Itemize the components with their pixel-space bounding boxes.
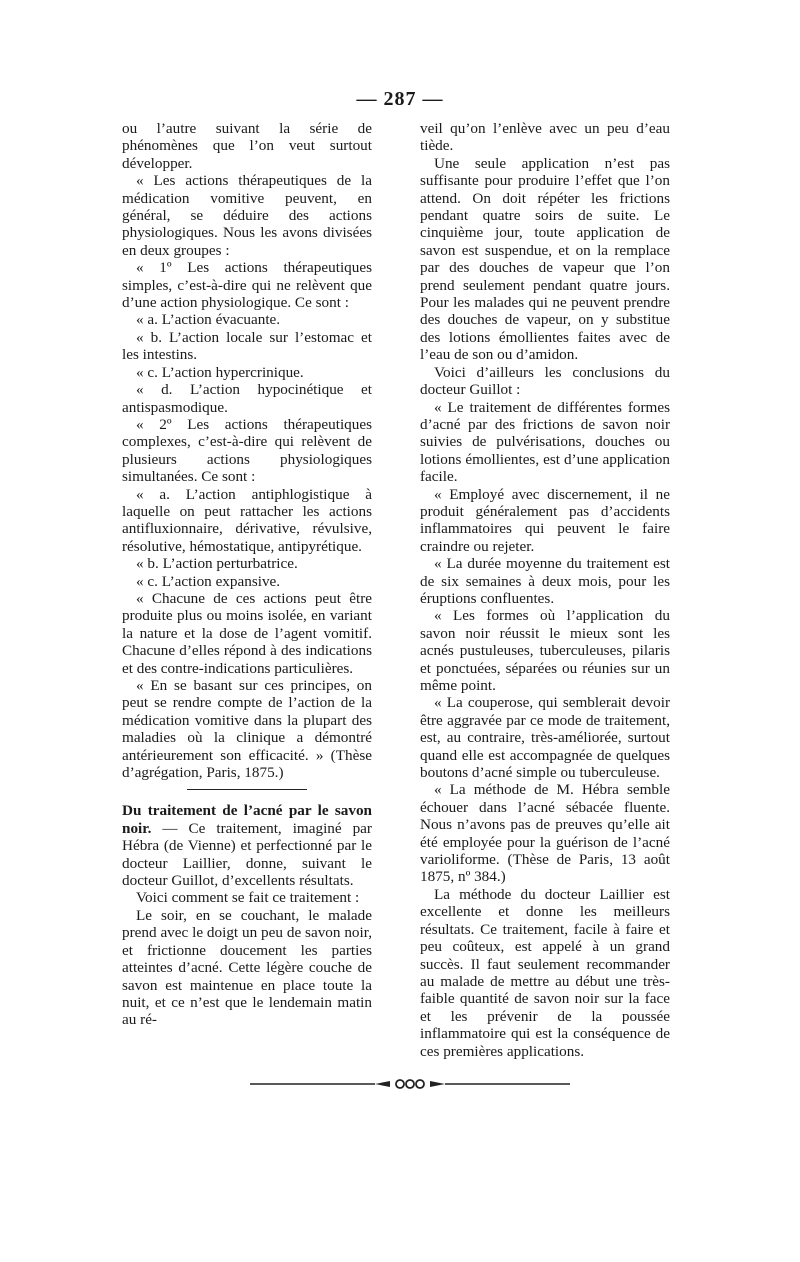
paragraph: « c. L’action expansive. [136,572,281,590]
paragraph: Une seule application n’est pas suffisante pour produire l’effet que l’on attend. On doit répéter les frictions pendant quatre soirs de suite. Le cinquième jour, toute application de savon est suspendue, et on la remplace par des douches de vapeur que l’on prend seulement pendant quatre jours. Pour les malades qui ne peuvent prendre des douches de vapeur, on y substitue des lotions émollientes faites avec de l’eau de son ou d’amidon. [420,154,670,364]
paragraph: « a. L’action antiphlogistique à laquelle on peut rattacher les actions antifluxionnaire, dérivative, révulsive, résolutive, hémostatique, antipyrétique. [122,485,372,555]
paragraph: « En se basant sur ces principes, on peut se rendre compte de l’action de la médication vomitive dans la plupart des maladies où la clinique a démontré antérieurement son efficacité. » (Thèse d’agrégation, Paris, 1875.) [122,677,372,782]
paragraph: « La couperose, qui semblerait devoir être aggravée par ce mode de traitement, est, au contraire, très-améliorée, surtout quand elle est accompagnée de quelques boutons d’acné simple ou tuberculeuse. [420,694,670,782]
paragraph: Voici d’ailleurs les conclusions du docteur Guillot : [420,363,670,399]
section-separator [187,789,307,790]
paragraph: La méthode du docteur Laillier est excellente et donne les meilleurs résultats. Ce traitement, facile à faire et peu coûteux, est appelé à un grand succès. Il faut seulement recommander au malade de mettre au début une très-faible quantité de savon noir sur la face et les prévenir de la poussée inflammatoire qui est la conséquence de ces premières applications. [420,885,670,1060]
paragraph: « b. L’action locale sur l’estomac et les intestins. [122,328,372,364]
section-text: — Ce traitement, imaginé par Hébra (de Vienne) et perfectionné par le docteur Laillier, donne, suivant le docteur Guillot, d’excellents résultats. [122,819,372,890]
right-column [420,120,670,1060]
paragraph: ou l’autre suivant la série de phénomènes que l’on veut surtout développer. [122,120,372,172]
paragraph: veil qu’on l’enlève avec un peu d’eau tiède. [420,120,670,155]
paragraph: « c. L’action hypercrinique. [136,363,304,381]
paragraph: « 1º Les actions thérapeutiques simples, c’est-à-dire qui ne relèvent que d’une action physiologique. Ce sont : [122,259,372,312]
page-number: — 287 — [356,88,444,110]
section-heading: Du traitement de l’acné par le savon noir. [122,802,372,837]
section-paragraph [122,802,372,889]
paragraph: « Le traitement de différentes formes d’acné par des frictions de savon noir suivies de pulvérisations, douches ou lotions émollientes, est d’une application facile. [420,398,670,486]
paragraph: « Les actions thérapeutiques de la médication vomitive peuvent, en général, se déduire des actions physiologiques. Nous les avons divisées en deux groupes : [122,172,372,259]
paragraph: « Les formes où l’application du savon noir réussit le mieux sont les acnés pustuleuses, tuberculeuses, pilaris et ponctuées, séparées ou réunies sur un même point. [420,607,670,694]
paragraph: « La méthode de M. Hébra semble échouer dans l’acné sébacée fluente. Nous n’avons pas de preuves qu’elle ait été employée pour la guérison de l’acné varioliforme. (Thèse de Paris, 13 août 1875, nº 384.) [420,781,670,886]
paragraph: Le soir, en se couchant, le malade prend avec le doigt un peu de savon noir, et frictionne doucement les parties atteintes d’acné. Cette légère couche de savon est maintenue en place toute la nuit, et ce n’est que le lendemain matin au ré- [122,906,372,1029]
end-ornament [250,1078,570,1090]
paragraph: « Employé avec discernement, il ne produit généralement pas d’accidents inflammatoires qui peuvent le faire craindre ou rejeter. [420,485,670,555]
paragraph: Voici comment se fait ce traitement : [136,889,360,907]
left-column [122,120,372,1029]
paragraph: « La durée moyenne du traitement est de six semaines à deux mois, pour les éruptions confluentes. [420,555,670,607]
paragraph: « b. L’action perturbatrice. [136,555,298,573]
paragraph: « d. L’action hypocinétique et antispasmodique. [122,381,372,416]
paragraph: « Chacune de ces actions peut être produite plus ou moins isolée, en variant la nature et la dose de l’agent vomitif. Chacune d’elles répond à des indications et des contre-indications particulières. [122,589,372,677]
paragraph: « 2º Les actions thérapeutiques complexes, c’est-à-dire qui relèvent de plusieurs actions physiologiques simultanées. Ce sont : [122,415,372,486]
paragraph: « a. L’action évacuante. [136,311,281,329]
